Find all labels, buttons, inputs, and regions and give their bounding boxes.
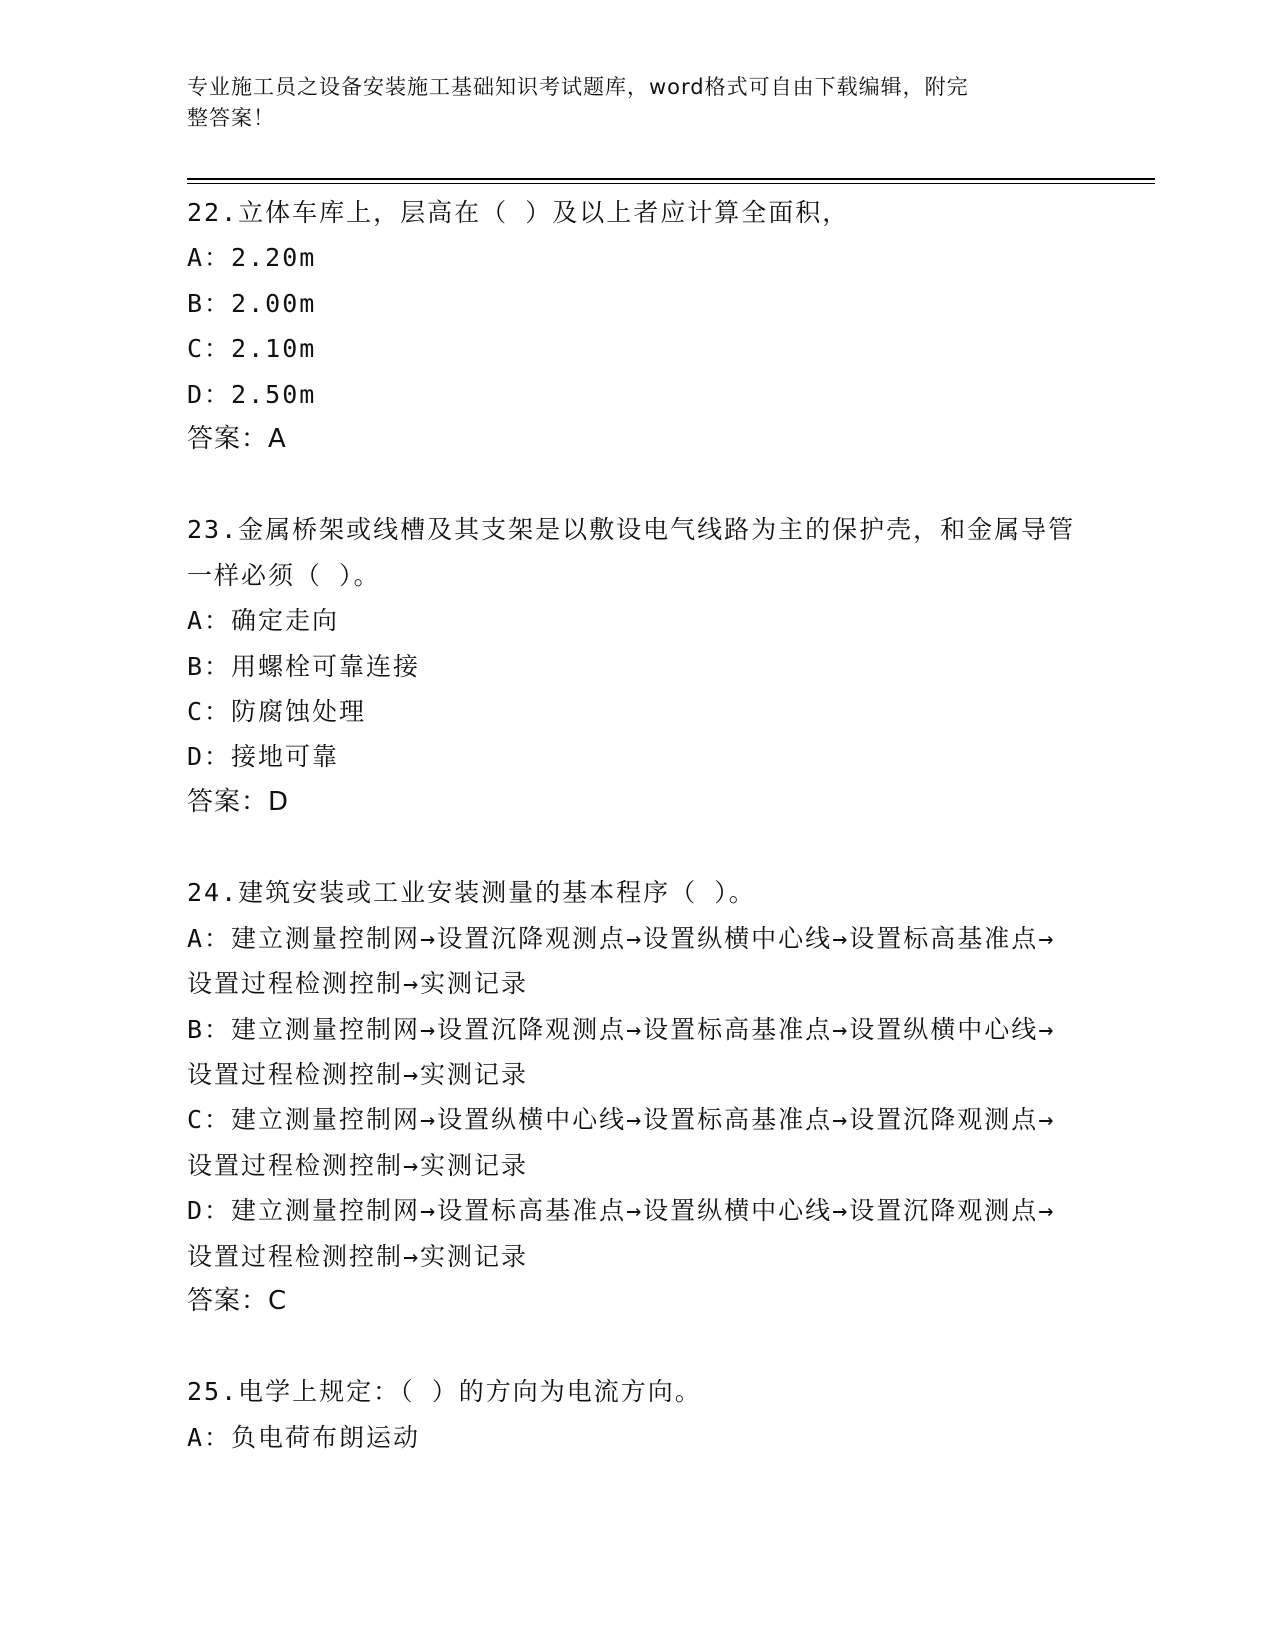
question-text: 22.立体车库上，层高在（ ）及以上者应计算全面积， <box>187 198 850 227</box>
option-d: D：2.50m <box>187 379 317 409</box>
question-text: 24.建筑安装或工业安装测量的基本程序（ ）。 <box>187 878 756 908</box>
option-c: C：2.10m <box>187 334 317 364</box>
option-d: D：建立测量控制网→设置标高基准点→设置纵横中心线→设置沉降观测点→设置过程检测控制→实测记录 <box>187 1196 1056 1271</box>
option-d: D：接地可靠 <box>187 742 340 772</box>
option-b: B：用螺栓可靠连接 <box>187 651 421 681</box>
option-b: B：2.00m <box>187 288 317 318</box>
option-c: C：建立测量控制网→设置纵横中心线→设置标高基准点→设置沉降观测点→设置过程检测控制→实测记录 <box>187 1105 1056 1180</box>
option-a: A：负电荷布朗运动 <box>187 1422 421 1452</box>
answer-line: 答案：A <box>187 424 287 455</box>
option-a: A：确定走向 <box>187 606 340 636</box>
option-b: B：建立测量控制网→设置沉降观测点→设置标高基准点→设置纵横中心线→设置过程检测控制→实测记录 <box>187 1014 1056 1089</box>
option-a: A：建立测量控制网→设置沉降观测点→设置纵横中心线→设置标高基准点→设置过程检测控制→实测记录 <box>187 923 1056 999</box>
option-c: C：防腐蚀处理 <box>187 697 367 727</box>
header-line-2: 整答案！ <box>187 106 275 130</box>
answer-line: 答案：D <box>187 786 290 817</box>
header-divider-thin <box>187 183 1155 184</box>
question-list <box>187 190 1077 1460</box>
answer-line: 答案：C <box>187 1285 288 1316</box>
question-25 <box>187 1369 1077 1460</box>
header-line-1: 专业施工员之设备安装施工基础知识考试题库，word格式可自由下载编辑，附完 <box>187 75 969 99</box>
question-text: 25.电学上规定：（ ）的方向为电流方向。 <box>187 1377 702 1407</box>
option-a: A：2.20m <box>187 243 317 273</box>
question-24 <box>187 870 1077 1324</box>
question-text: 23.金属桥架或线槽及其支架是以敷设电气线路为主的保护壳，和金属导管一样必须（ ）。 <box>187 515 1076 590</box>
question-23 <box>187 507 1077 825</box>
document-header <box>187 72 1067 134</box>
header-divider <box>187 178 1155 180</box>
question-22 <box>187 190 1077 462</box>
